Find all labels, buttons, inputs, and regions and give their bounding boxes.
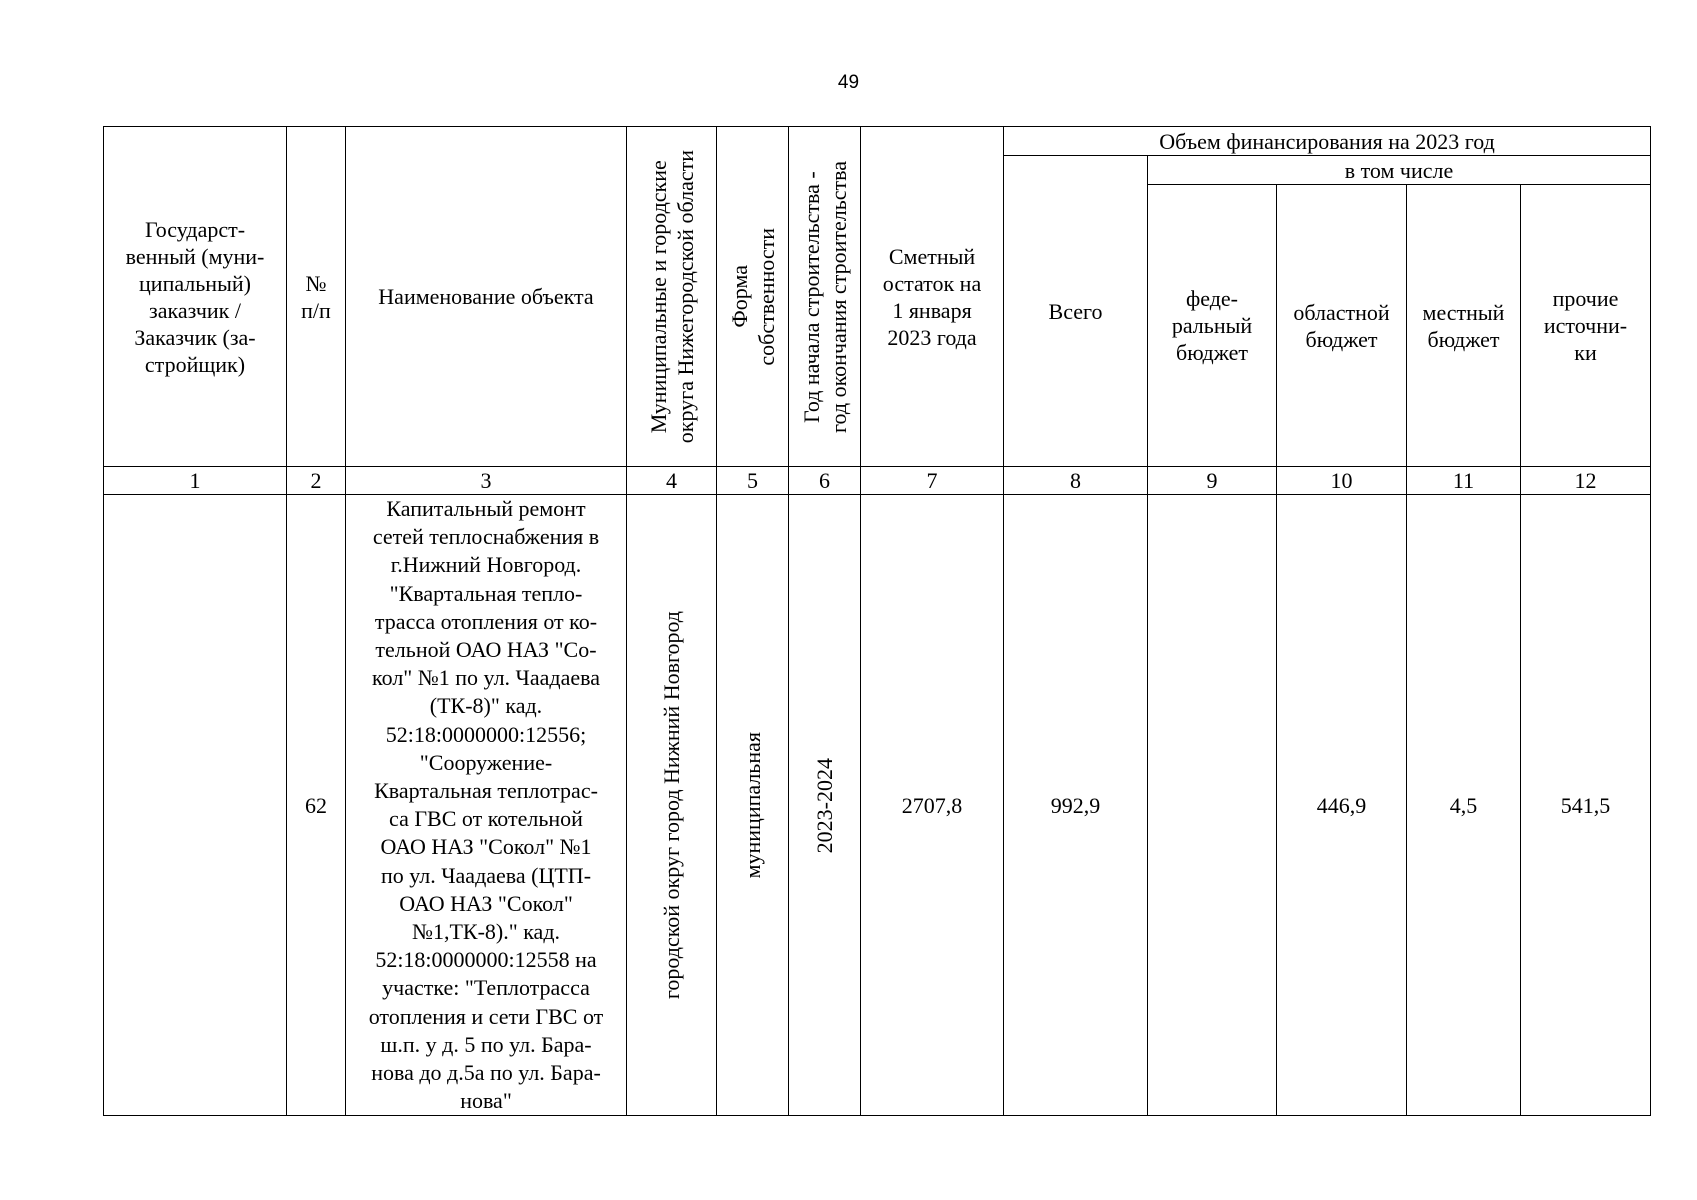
cell-federal: [1148, 495, 1277, 1116]
cell-other: 541,5: [1521, 495, 1651, 1116]
header-row-number: № п/п: [287, 127, 346, 467]
cell-years: 2023-2024: [789, 495, 861, 1116]
column-number: 3: [346, 467, 627, 495]
cell-total: 992,9: [1004, 495, 1148, 1116]
column-number: 11: [1407, 467, 1521, 495]
header-ownership: Форма собственности: [717, 127, 789, 467]
cell-ownership: муниципальная: [717, 495, 789, 1116]
header-row-1: [104, 127, 1651, 156]
column-numbers-row: [104, 467, 1651, 495]
column-number: 2: [287, 467, 346, 495]
header-customer: Государст- венный (муни- ципальный) заказчик / Заказчик (за- стройщик): [104, 127, 287, 467]
header-other: прочие источни- ки: [1521, 185, 1651, 467]
column-number: 5: [717, 467, 789, 495]
header-years: Год начала строительства - год окончания строительства: [789, 127, 861, 467]
financing-table: [103, 126, 1651, 1116]
header-estimate-balance: Сметный остаток на 1 января 2023 года: [861, 127, 1004, 467]
cell-local: 4,5: [1407, 495, 1521, 1116]
header-total: Всего: [1004, 156, 1148, 467]
column-number: 6: [789, 467, 861, 495]
header-local: местный бюджет: [1407, 185, 1521, 467]
column-number: 1: [104, 467, 287, 495]
header-municipality: Муниципальные и городские округа Нижегородской области: [627, 127, 717, 467]
column-number: 7: [861, 467, 1004, 495]
cell-estimate-balance: 2707,8: [861, 495, 1004, 1116]
column-number: 4: [627, 467, 717, 495]
cell-regional: 446,9: [1277, 495, 1407, 1116]
column-number: 9: [1148, 467, 1277, 495]
header-federal: феде- ральный бюджет: [1148, 185, 1277, 467]
header-object-name: Наименование объекта: [346, 127, 627, 467]
table-row: [104, 495, 1651, 1116]
column-number: 10: [1277, 467, 1407, 495]
header-funding-group: Объем финансирования на 2023 год: [1004, 127, 1651, 156]
column-number: 12: [1521, 467, 1651, 495]
header-regional: областной бюджет: [1277, 185, 1407, 467]
cell-customer: [104, 495, 287, 1116]
column-number: 8: [1004, 467, 1148, 495]
cell-row-number: 62: [287, 495, 346, 1116]
header-including: в том числе: [1148, 156, 1651, 185]
cell-municipality: городской округ город Нижний Новгород: [627, 495, 717, 1116]
page-number: 49: [837, 72, 860, 93]
cell-object-name: Капитальный ремонт сетей теплоснабжения в г.Нижний Новгород. "Квартальная тепло- трасса отопления от ко- тельной ОАО НАЗ "Со- кол" №1 по ул. Чаадаева (ТК-8)" кад. 52:18:0000000:12556; "Сооружение- Квартальная теплотрас- са ГВС от котельной ОАО НАЗ "Сокол" №1 по ул. Чаадаева (ЦТП- ОАО НАЗ "Сокол" №1,ТК-8)." кад. 52:18:0000000:12558 на участке: "Теплотрасса отопления и сети ГВС от ш.п. у д. 5 по ул. Бара- нова до д.5а по ул. Бара- нова": [346, 495, 627, 1116]
